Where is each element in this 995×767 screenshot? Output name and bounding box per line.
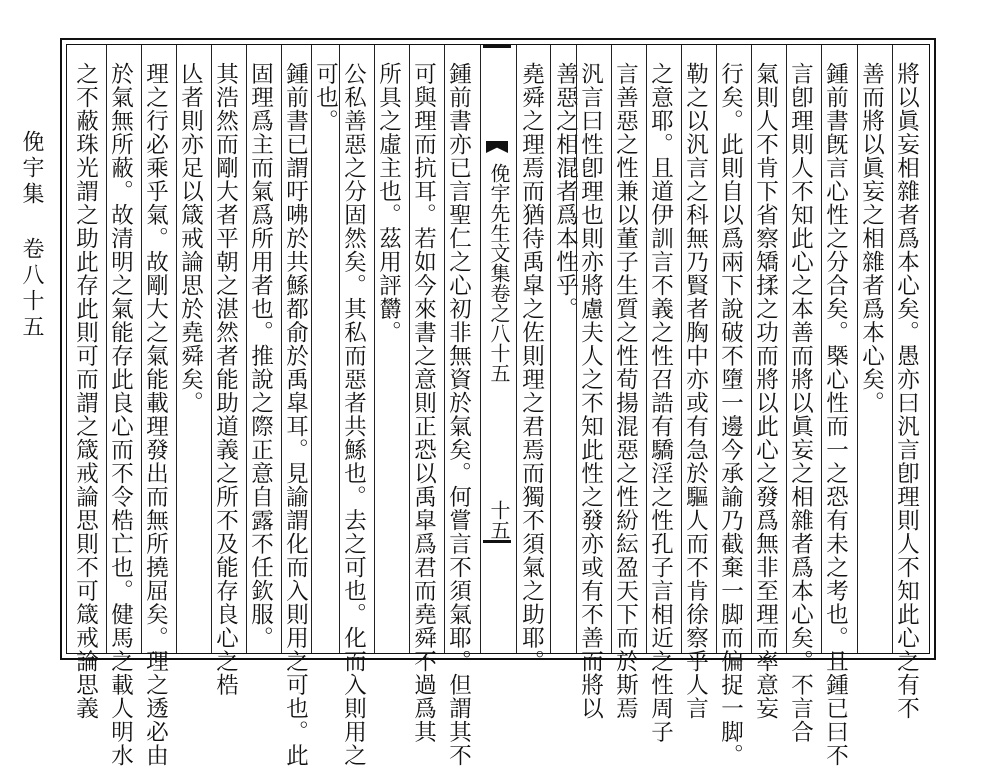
fold-bar-top xyxy=(483,45,511,48)
text-column: 之不蔽珠光謂之助此存此則可而謂之箴戒論思則不可箴戒論思義 xyxy=(72,62,99,720)
column-rule xyxy=(516,45,517,653)
column-rule xyxy=(176,45,177,653)
text-column: 鍾前書已謂吁咈於共鯀都俞於禹皐耳。見諭謂化而入則用之可也。此 xyxy=(282,62,309,767)
column-rule xyxy=(444,45,445,653)
text-column: 堯舜之理焉而猶待禹皐之佐則理之君焉而獨不須氣之助耶。 xyxy=(518,62,545,673)
text-column: 汎言曰性卽理也則亦將慮夫人之不知此性之發亦或有不善而將以 xyxy=(577,62,604,720)
column-rule xyxy=(246,45,247,653)
text-column: 於氣無所蔽。故清明之氣能存此良心而不令梏亡也。健馬之載人明水 xyxy=(107,62,134,767)
column-rule xyxy=(786,45,787,653)
column-rule xyxy=(892,45,893,653)
text-column: 固理爲主而氣爲所用者也。推說之際正意自露不任欽服。 xyxy=(247,62,274,650)
fold-title: 俛宇先生文集卷之八十五 xyxy=(487,163,511,383)
column-rule xyxy=(821,45,822,653)
text-column: 善而將以眞妄之相雜者爲本心矣。 xyxy=(858,62,885,415)
text-column: 可也。 xyxy=(312,62,339,133)
column-rule xyxy=(106,45,107,653)
column-rule xyxy=(409,45,410,653)
column-rule xyxy=(646,45,647,653)
fold-page-number: 十五 xyxy=(487,500,511,540)
text-column: 其浩然而剛大者平朝之湛然者能助道義之所不及能存良心之梏 xyxy=(212,62,239,697)
column-rule xyxy=(857,45,858,653)
column-rule xyxy=(339,45,340,653)
text-column: 將以眞妄相雜者爲本心矣。愚亦曰汎言卽理則人不知此心之有不 xyxy=(893,62,920,720)
text-column: 亾者則亦足以箴戒論思於堯舜矣。 xyxy=(177,62,204,415)
column-rule xyxy=(211,45,212,653)
column-rule xyxy=(480,45,481,653)
column-rule xyxy=(141,45,142,653)
text-column: 善惡之相混者爲本性乎。 xyxy=(552,62,579,321)
column-rule xyxy=(281,45,282,653)
column-rule xyxy=(576,45,577,653)
column-rule xyxy=(374,45,375,653)
column-rule xyxy=(716,45,717,653)
text-column: 氣則人不肯下省察矯揉之功而將以此心之發爲無非至理而率意妄 xyxy=(752,62,779,720)
text-column: 理之行必乘乎氣。故剛大之氣能載理發出而無所撓屈矣。理之透必由 xyxy=(142,62,169,767)
text-column: 言卽理則人不知此心之本善而將以眞妄之相雜者爲本心矣。不言合 xyxy=(787,62,814,744)
text-column: 言善惡之性兼以董子生質之性荀揚混惡之性紛紜盈天下而於斯焉 xyxy=(612,62,639,720)
column-rule xyxy=(550,45,551,653)
text-column: 鍾前書亦已言聖仁之心初非無資於氣矣。何嘗言不須氣耶。但謂其不 xyxy=(445,62,472,767)
text-column: 鍾前書旣言心性之分合矣。槩心性而一之恐有未之考也。且鍾已曰不 xyxy=(822,62,849,767)
fish-tail-mark xyxy=(486,141,508,153)
fold-bar-bottom xyxy=(483,540,511,543)
text-column: 可與理而抗耳。若如今來書之意則正恐以禹皐爲君而堯舜不過爲其 xyxy=(410,62,437,744)
column-rule xyxy=(681,45,682,653)
text-column: 勒之以汎言之科無乃賢者胸中亦或有急於驅人而不肯徐察乎人言 xyxy=(682,62,709,720)
margin-title: 俛宇集 卷八十五 xyxy=(19,130,44,341)
text-column: 之意耶。且道伊訓言不義之性召誥有驕淫之性孔子言相近之性周子 xyxy=(647,62,674,744)
column-rule xyxy=(751,45,752,653)
text-column: 行矣。此則自以爲兩下說破不墮一邊今承諭乃截棄一脚而偏捉一脚。 xyxy=(717,62,744,767)
column-rule xyxy=(611,45,612,653)
text-column: 所具之虛主也。茲用評欝。 xyxy=(375,62,402,344)
text-column: 公私善惡之分固然矣。其私而惡者共鯀也。去之可也。化而入則用之 xyxy=(340,62,367,767)
center-fold xyxy=(480,45,514,653)
column-rule xyxy=(311,45,312,653)
